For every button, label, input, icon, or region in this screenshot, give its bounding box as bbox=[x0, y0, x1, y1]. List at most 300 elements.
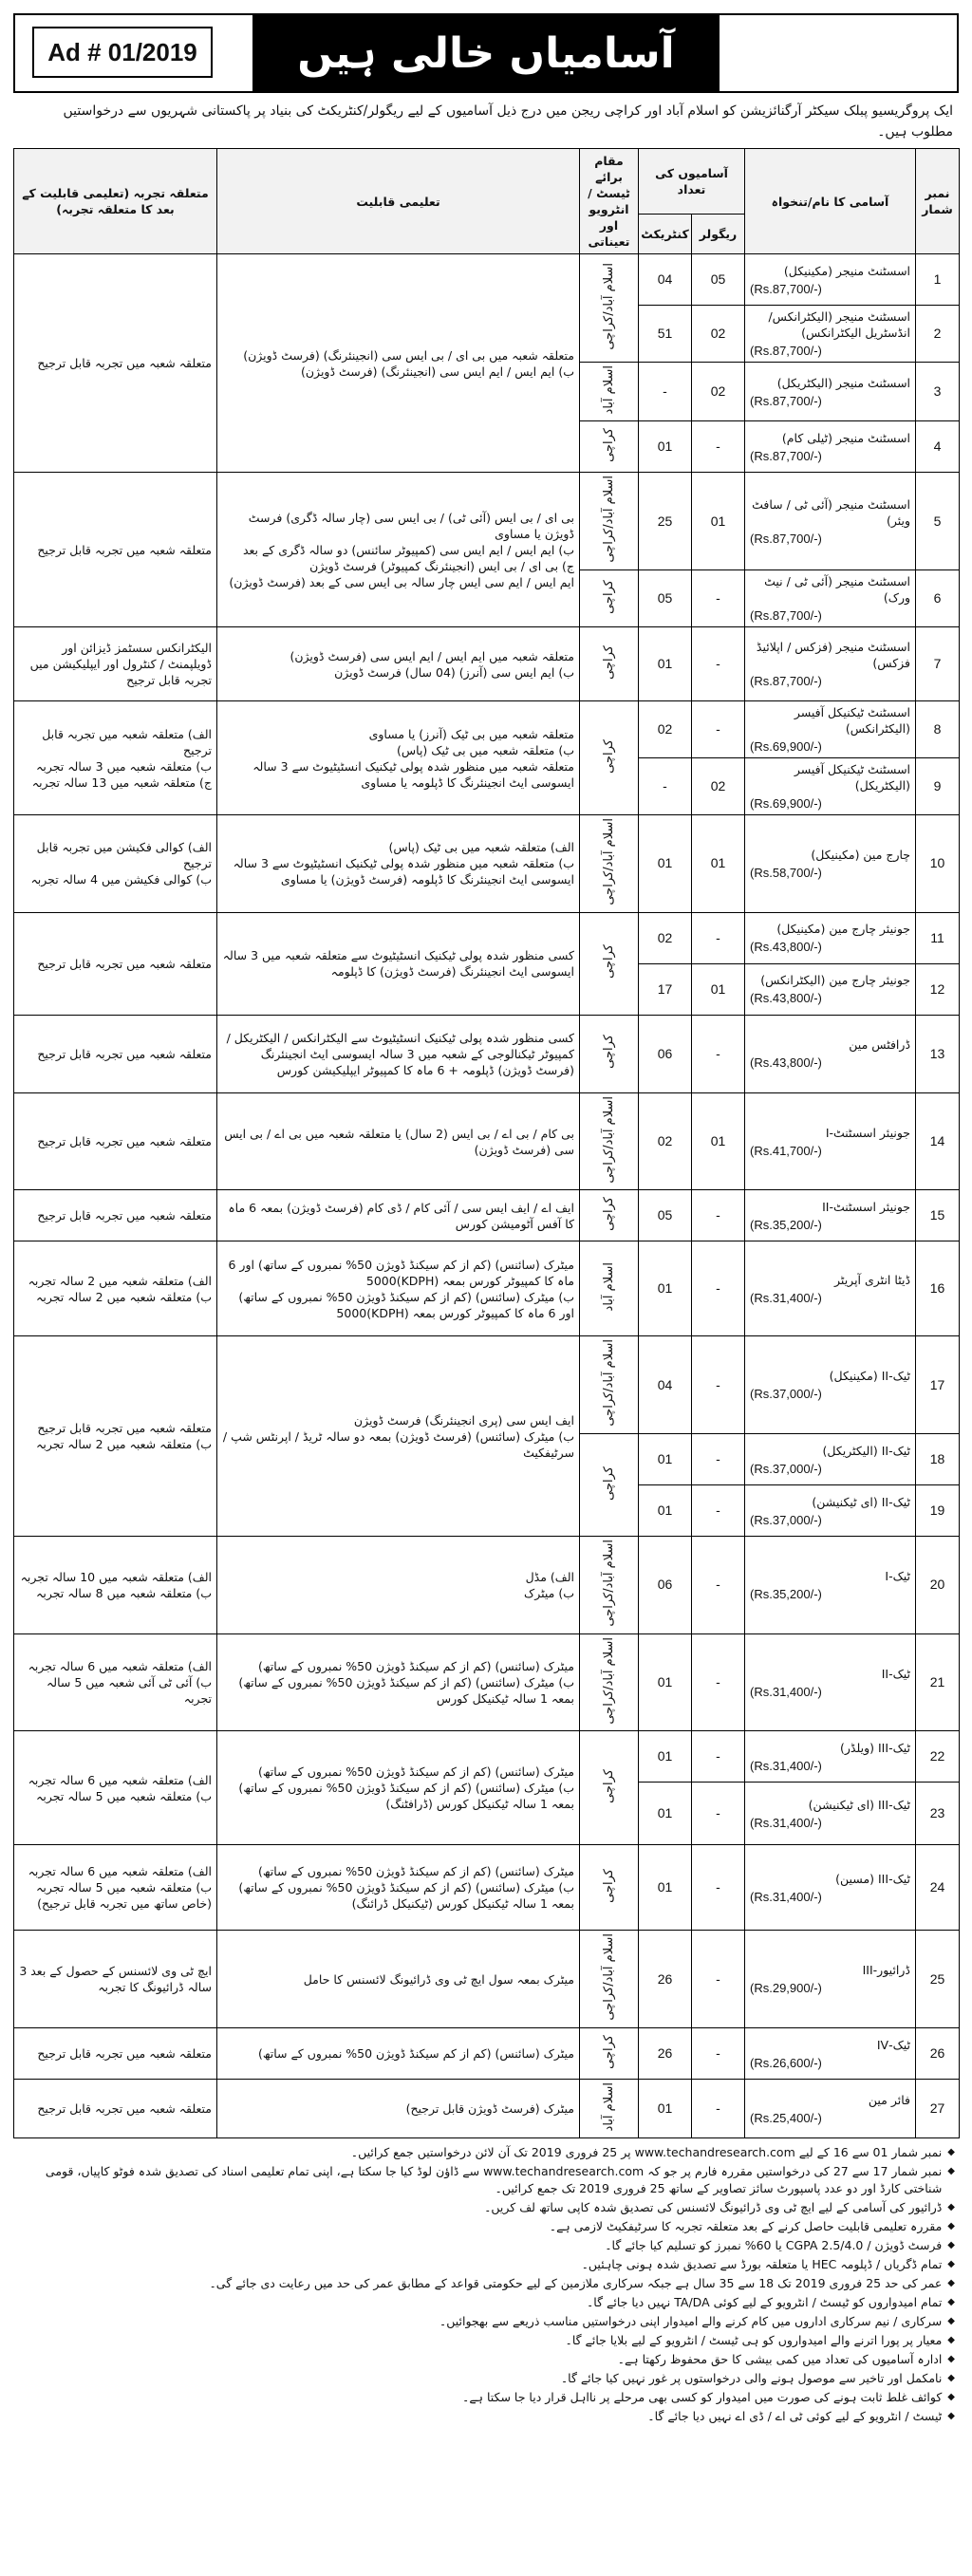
post-name: اسسٹنٹ منیجر (الیکٹرانکس/انڈسٹریل الیکٹرانکس) bbox=[768, 309, 911, 340]
post-name: ٹیک-I bbox=[885, 1568, 911, 1583]
contract-count-cell: 01 bbox=[639, 1485, 692, 1537]
contract-count-cell: 01 bbox=[639, 1241, 692, 1336]
qualification-line: ایف ایس سی (پری انجینئرنگ) فرسٹ ڈویژن bbox=[353, 1412, 574, 1428]
station-text: کراچی bbox=[602, 738, 616, 774]
serial-cell: 7 bbox=[916, 627, 960, 701]
serial-cell: 16 bbox=[916, 1241, 960, 1336]
post-cell bbox=[745, 1783, 916, 1845]
experience-cell bbox=[14, 701, 217, 815]
post-name: ڈرائیور-III bbox=[862, 1963, 911, 1978]
note-text: نمبر شمار 17 سے 27 کی درخواستیں مقررہ فارم پر جو کہ www.techandresearch.com سے ڈاؤن لوڈ کیا جا سکتا ہے، اپنی تمام تعلیمی اسناد کی تصدیق شدہ فوٹو کاپیاں، قومی شناختی کارڈ اور دو عدد پاسپورٹ سائز تصاویر کے ساتھ 25 فروری 2019 تک جمع کرائیں۔ bbox=[45, 2164, 943, 2196]
station-text: اسلام آباد/کراچی bbox=[602, 1540, 616, 1627]
qualification-cell bbox=[217, 1336, 580, 1537]
qualification-line: ب) میٹرک bbox=[524, 1585, 574, 1600]
post-name: ٹیک-III (ویلڈر) bbox=[840, 1740, 911, 1755]
bullet-icon: ◆ bbox=[947, 2147, 955, 2158]
post-cell bbox=[745, 570, 916, 627]
qualification-line: میٹرک (سائنس) (کم از کم سیکنڈ ڈویژن 50% نمبروں کے ساتھ) bbox=[257, 1864, 574, 1879]
qualification-line: بی ای / بی ایس (آئی ٹی) / بی ایس سی (چار سالہ ڈگری) فرسٹ ڈویژن یا مساوی bbox=[248, 510, 574, 541]
post-cell bbox=[745, 912, 916, 963]
experience-cell bbox=[14, 473, 217, 627]
note-item bbox=[17, 2144, 955, 2161]
experience-line: ج) متعلقہ شعبہ میں 13 سالہ تجربہ bbox=[31, 775, 212, 790]
post-name: اسسٹنٹ ٹیکنیکل آفیسر (الیکٹرانکس) bbox=[794, 705, 911, 737]
qualification-cell bbox=[217, 1015, 580, 1092]
post-cell bbox=[745, 473, 916, 570]
qualification-line: ایف اے / ایف ایس سی / آئی کام / ڈی کام (فرسٹ ڈویژن) بمعہ 6 ماہ کا آفس آٹومیشن کورس bbox=[228, 1200, 574, 1231]
contract-count-cell: 02 bbox=[639, 912, 692, 963]
note-text: تمام امیدواروں کو ٹیسٹ / انٹرویو کے لیے کوئی TA/DA نہیں دیا جائے گا۔ bbox=[586, 2295, 943, 2310]
regular-count-cell: - bbox=[692, 1336, 745, 1434]
bullet-icon: ◆ bbox=[947, 2221, 955, 2232]
station-cell bbox=[580, 2028, 639, 2080]
note-item bbox=[17, 2237, 955, 2254]
post-cell bbox=[745, 701, 916, 758]
bullet-icon: ◆ bbox=[947, 2354, 955, 2365]
station-cell bbox=[580, 2080, 639, 2138]
contract-count-cell: 01 bbox=[639, 421, 692, 473]
post-name: ٹیک-II bbox=[881, 1666, 911, 1681]
experience-cell bbox=[14, 815, 217, 913]
contract-count-cell: - bbox=[639, 363, 692, 421]
station-cell bbox=[580, 627, 639, 701]
note-text: سرکاری / نیم سرکاری اداروں میں کام کرنے والے امیدوار اپنی درخواستیں مناسب ذریعے سے بھجوائیں۔ bbox=[439, 2314, 943, 2329]
qualification-line: ج) بی ای / بی ایس (انجینئرنگ کمپیوٹر) فرسٹ ڈویژن bbox=[309, 558, 574, 573]
experience-line: الیکٹرانکس سسٹمز ڈیزائن اور ڈویلپمنٹ / کنٹرول اور ایپلیکیشن میں تجربہ قابل ترجیح bbox=[29, 641, 212, 688]
contract-count-cell: 02 bbox=[639, 701, 692, 758]
serial-cell: 15 bbox=[916, 1190, 960, 1241]
post-pay: (Rs.35,200/-) bbox=[750, 1217, 822, 1232]
table-row bbox=[14, 1633, 960, 1731]
qualification-line: ایم ایس / ایم سی ایس چار سالہ بی ایس سی کے بعد (فرسٹ ڈویژن) bbox=[229, 574, 574, 589]
note-text: ڈرائیور کی آسامی کے لیے ایچ ٹی وی ڈرائیونگ لائسنس کی تصدیق شدہ کاپی ساتھ لف کریں۔ bbox=[484, 2200, 943, 2215]
contract-count-cell: 26 bbox=[639, 1931, 692, 2028]
regular-count-cell: - bbox=[692, 1015, 745, 1092]
serial-cell: 26 bbox=[916, 2028, 960, 2080]
experience-line: متعلقہ شعبہ میں تجربہ قابل ترجیح bbox=[37, 1208, 212, 1223]
contract-count-cell: 01 bbox=[639, 2080, 692, 2138]
table-row bbox=[14, 2028, 960, 2080]
note-item bbox=[17, 2199, 955, 2216]
serial-cell: 25 bbox=[916, 1931, 960, 2028]
post-name: ٹیک-II (مکینیکل) bbox=[829, 1369, 911, 1384]
post-cell bbox=[745, 815, 916, 913]
station-cell bbox=[580, 1336, 639, 1434]
note-item bbox=[17, 2389, 955, 2406]
regular-count-cell: 01 bbox=[692, 473, 745, 570]
experience-line: متعلقہ شعبہ میں تجربہ قابل ترجیح bbox=[37, 542, 212, 557]
regular-count-cell: - bbox=[692, 1783, 745, 1845]
post-pay: (Rs.87,700/-) bbox=[750, 448, 822, 463]
experience-line: متعلقہ شعبہ میں تجربہ قابل ترجیح bbox=[37, 1134, 212, 1149]
qualification-cell bbox=[217, 701, 580, 815]
table-row bbox=[14, 1092, 960, 1190]
experience-cell bbox=[14, 912, 217, 1015]
experience-line: متعلقہ شعبہ میں تجربہ قابل ترجیح bbox=[37, 2046, 212, 2062]
post-name: اسسٹنٹ منیجر (الیکٹریکل) bbox=[776, 375, 911, 390]
post-pay: (Rs.31,400/-) bbox=[750, 1889, 822, 1904]
station-cell bbox=[580, 1434, 639, 1537]
post-pay: (Rs.41,700/-) bbox=[750, 1143, 822, 1158]
contract-count-cell: 01 bbox=[639, 815, 692, 913]
note-item bbox=[17, 2408, 955, 2425]
qualification-line: ب) میٹرک (سائنس) (فرسٹ ڈویژن) بمعہ دو سالہ ٹریڈ / اپرنٹس شپ / سرٹیفکیٹ bbox=[222, 1428, 574, 1460]
contract-count-cell: 25 bbox=[639, 473, 692, 570]
station-text: کراچی bbox=[602, 644, 616, 680]
station-text: اسلام آباد/کراچی bbox=[602, 1933, 616, 2022]
regular-count-cell: - bbox=[692, 1931, 745, 2028]
experience-cell bbox=[14, 1537, 217, 1634]
experience-line: (خاص ساتھ میں تجربہ قابل ترجیح) bbox=[37, 1896, 212, 1912]
qualification-line: الف) متعلقہ شعبہ میں بی ٹیک (پاس) bbox=[388, 840, 574, 855]
regular-count-cell: 02 bbox=[692, 363, 745, 421]
serial-cell: 10 bbox=[916, 815, 960, 913]
post-cell bbox=[745, 1336, 916, 1434]
note-item bbox=[17, 2218, 955, 2235]
serial-cell: 18 bbox=[916, 1434, 960, 1485]
qualification-line: ب) ایم ایس / ایم ایس سی (کمپیوٹر سائنس) دو سالہ ڈگری کے بعد bbox=[242, 542, 574, 557]
post-pay: (Rs.58,700/-) bbox=[750, 865, 822, 880]
station-text: کراچی bbox=[602, 428, 616, 462]
bullet-icon: ◆ bbox=[947, 2297, 955, 2308]
station-text: اسلام آباد/کراچی bbox=[602, 476, 616, 564]
intro-paragraph: ایک پروگریسیو پبلک سیکٹر آرگنائزیشن کو اسلام آباد اور کراچی ریجن میں درج ذیل آسامیوں کے لیے ریگولر/کنٹریکٹ کی بنیاد پر پاکستانی شہریوں سے درخواستیں مطلوب ہیں۔ bbox=[63, 103, 953, 140]
bullet-icon: ◆ bbox=[947, 2240, 955, 2251]
post-cell bbox=[745, 1537, 916, 1634]
post-cell bbox=[745, 1092, 916, 1190]
experience-line: الف) متعلقہ شعبہ میں 6 سالہ تجربہ bbox=[28, 1772, 212, 1787]
station-text: کراچی bbox=[602, 2034, 616, 2069]
qualification-line: کسی منظور شدہ پولی ٹیکنیک انسٹیٹیوٹ سے الیکٹرانکس / الیکٹریکل / کمپیوٹر ٹیکنالوجی کے شعبہ میں 3 سالہ ایسوسی ایٹ انجینئرنگ (فرسٹ ڈویژن) ڈپلومہ + 6 ماہ کا کمپیوٹر ایپلیکیشن کورس bbox=[226, 1030, 574, 1077]
serial-cell: 3 bbox=[916, 363, 960, 421]
contract-count-cell: 17 bbox=[639, 963, 692, 1015]
contract-count-cell: 06 bbox=[639, 1015, 692, 1092]
station-cell bbox=[580, 473, 639, 570]
qualification-line: متعلقہ شعبہ میں بی ٹیک (آنرز) یا مساوی bbox=[368, 726, 574, 741]
regular-count-cell: 01 bbox=[692, 815, 745, 913]
experience-line: الف) کوالی فکیشن میں تجربہ قابل ترجیح bbox=[36, 840, 212, 871]
ad-number-box: Ad # 01/2019 bbox=[32, 27, 213, 78]
experience-cell bbox=[14, 1092, 217, 1190]
station-cell bbox=[580, 815, 639, 913]
serial-cell: 22 bbox=[916, 1731, 960, 1783]
header-station: مقام برائے ٹیسٹ / انٹرویو اور تعیناتی bbox=[580, 149, 639, 254]
station-cell bbox=[580, 912, 639, 1015]
post-cell bbox=[745, 758, 916, 815]
experience-line: الف) متعلقہ شعبہ میں 6 سالہ تجربہ bbox=[28, 1659, 212, 1674]
qualification-line: ب) متعلقہ شعبہ میں منظور شدہ پولی ٹیکنیک انسٹیٹیوٹ سے 3 سالہ ایسوسی ایٹ انجینئرنگ کا ڈپلومہ (فرسٹ ڈویژن) یا مساوی bbox=[233, 856, 574, 887]
qualification-cell bbox=[217, 912, 580, 1015]
contract-count-cell: 04 bbox=[639, 254, 692, 306]
station-cell bbox=[580, 1633, 639, 1731]
regular-count-cell: - bbox=[692, 1845, 745, 1931]
serial-cell: 9 bbox=[916, 758, 960, 815]
contract-count-cell: 26 bbox=[639, 2028, 692, 2080]
serial-cell: 11 bbox=[916, 912, 960, 963]
post-cell bbox=[745, 2028, 916, 2080]
post-pay: (Rs.43,800/-) bbox=[750, 940, 822, 955]
serial-cell: 14 bbox=[916, 1092, 960, 1190]
qualification-line: الف) مڈل bbox=[525, 1569, 574, 1584]
table-row bbox=[14, 1190, 960, 1241]
experience-line: متعلقہ شعبہ میں تجربہ قابل ترجیح bbox=[37, 956, 212, 971]
contract-count-cell: - bbox=[639, 758, 692, 815]
experience-cell bbox=[14, 627, 217, 701]
qualification-line: میٹرک (سائنس) (کم از کم سیکنڈ ڈویژن 50% نمبروں کے ساتھ) bbox=[257, 1764, 574, 1780]
post-pay: (Rs.43,800/-) bbox=[750, 991, 822, 1006]
table-row bbox=[14, 912, 960, 963]
post-pay: (Rs.37,000/-) bbox=[750, 1512, 822, 1527]
regular-count-cell: - bbox=[692, 570, 745, 627]
table-row bbox=[14, 701, 960, 758]
note-item bbox=[17, 2313, 955, 2330]
station-cell bbox=[580, 254, 639, 363]
post-pay: (Rs.25,400/-) bbox=[750, 2110, 822, 2125]
station-text: اسلام آباد/کراچی bbox=[602, 1636, 616, 1725]
post-name: ڈیٹا انٹری آپریٹر bbox=[834, 1272, 911, 1287]
post-pay: (Rs.31,400/-) bbox=[750, 1684, 822, 1699]
experience-cell bbox=[14, 1190, 217, 1241]
serial-cell: 24 bbox=[916, 1845, 960, 1931]
qualification-cell bbox=[217, 473, 580, 627]
station-text: اسلام آباد/کراچی bbox=[602, 818, 616, 905]
experience-line: ب) متعلقہ شعبہ میں 5 سالہ تجربہ bbox=[36, 1880, 212, 1895]
table-row bbox=[14, 1845, 960, 1931]
table-row bbox=[14, 1336, 960, 1434]
note-item bbox=[17, 2351, 955, 2368]
post-pay: (Rs.87,700/-) bbox=[750, 608, 822, 624]
bullet-icon: ◆ bbox=[947, 2373, 955, 2384]
station-cell bbox=[580, 1537, 639, 1634]
qualification-line: ب) میٹرک (سائنس) (کم از کم سیکنڈ ڈویژن 50% نمبروں کے ساتھ) اور 6 ماہ کا کمپیوٹر کورس بمعہ (KDPH)5000 bbox=[238, 1289, 574, 1320]
contract-count-cell: 01 bbox=[639, 627, 692, 701]
experience-line: متعلقہ شعبہ میں تجربہ قابل ترجیح bbox=[37, 2101, 212, 2117]
vacancy-table bbox=[13, 148, 960, 2138]
regular-count-cell: - bbox=[692, 1485, 745, 1537]
experience-line: ب) متعلقہ شعبہ میں 2 سالہ تجربہ bbox=[36, 1437, 212, 1452]
experience-cell bbox=[14, 1731, 217, 1845]
post-name: فائر مین bbox=[868, 2092, 911, 2107]
contract-count-cell: 05 bbox=[639, 1190, 692, 1241]
regular-count-cell: - bbox=[692, 2028, 745, 2080]
regular-count-cell: - bbox=[692, 1434, 745, 1485]
post-cell bbox=[745, 2080, 916, 2138]
header-qualification: تعلیمی قابلیت bbox=[217, 149, 580, 254]
station-text: کراچی bbox=[602, 1196, 616, 1231]
post-name: چارج مین (مکینیکل) bbox=[811, 847, 911, 862]
note-item bbox=[17, 2332, 955, 2349]
post-pay: (Rs.87,700/-) bbox=[750, 393, 822, 408]
post-name: ٹیک-III (ای ٹیکنیشن) bbox=[808, 1797, 911, 1812]
station-text: کراچی bbox=[602, 1768, 616, 1803]
qualification-cell bbox=[217, 1731, 580, 1845]
qualification-cell bbox=[217, 2080, 580, 2138]
note-text: معیار پر پورا اترنے والے امیدواروں کو ہی ٹیسٹ / انٹرویو کے لیے بلایا جائے گا۔ bbox=[565, 2333, 943, 2348]
post-cell bbox=[745, 306, 916, 363]
station-cell bbox=[580, 363, 639, 421]
table-row bbox=[14, 473, 960, 570]
advertisement-page bbox=[13, 13, 959, 2563]
experience-line: ب) متعلقہ شعبہ میں 8 سالہ تجربہ bbox=[36, 1585, 212, 1600]
post-name: جونیئر اسسٹنٹ-II bbox=[822, 1199, 911, 1214]
post-pay: (Rs.26,600/-) bbox=[750, 2055, 822, 2070]
qualification-cell bbox=[217, 627, 580, 701]
regular-count-cell: 02 bbox=[692, 306, 745, 363]
table-row bbox=[14, 627, 960, 701]
note-text: ٹیسٹ / انٹرویو کے لیے کوئی ٹی اے / ڈی اے نہیں دیا جائے گا۔ bbox=[647, 2409, 943, 2424]
station-text: اسلام آباد/کراچی bbox=[602, 1095, 616, 1184]
experience-cell bbox=[14, 1241, 217, 1336]
bullet-icon: ◆ bbox=[947, 2202, 955, 2213]
header-contract: کنٹریکٹ bbox=[639, 215, 692, 254]
experience-line: الف) متعلقہ شعبہ میں 10 سالہ تجربہ bbox=[20, 1569, 212, 1584]
post-cell bbox=[745, 627, 916, 701]
table-header-row bbox=[14, 149, 960, 215]
qualification-line: ب) میٹرک (سائنس) (کم از کم سیکنڈ ڈویژن 50% نمبروں کے ساتھ) بمعہ 1 سالہ ٹیکنیکل کورس (ڈرافٹنگ) bbox=[238, 1781, 574, 1812]
experience-cell bbox=[14, 1633, 217, 1731]
qualification-cell bbox=[217, 2028, 580, 2080]
regular-count-cell: 01 bbox=[692, 963, 745, 1015]
post-pay: (Rs.29,900/-) bbox=[750, 1981, 822, 1996]
experience-line: متعلقہ شعبہ میں تجربہ قابل ترجیح bbox=[37, 356, 212, 371]
serial-cell: 23 bbox=[916, 1783, 960, 1845]
ad-header bbox=[13, 13, 959, 93]
contract-count-cell: 01 bbox=[639, 1783, 692, 1845]
experience-line: ب) متعلقہ شعبہ میں 3 سالہ تجربہ bbox=[36, 758, 212, 774]
table-row bbox=[14, 2080, 960, 2138]
header-experience: متعلقہ تجربہ (تعلیمی قابلیت کے بعد کا متعلقہ تجربہ) bbox=[14, 149, 217, 254]
note-text: کوائف غلط ثابت ہونے کی صورت میں امیدوار کو کسی بھی مرحلے پر نااہل قرار دیا جا سکتا ہے۔ bbox=[462, 2390, 943, 2405]
note-item bbox=[17, 2275, 955, 2292]
post-cell bbox=[745, 1931, 916, 2028]
post-pay: (Rs.31,400/-) bbox=[750, 1758, 822, 1773]
experience-line: الف) متعلقہ شعبہ میں تجربہ قابل ترجیح bbox=[42, 726, 212, 757]
qualification-line: ب) ایم ایس / ایم ایس سی (انجینئرنگ) (فرسٹ ڈویژن) bbox=[300, 364, 574, 379]
station-cell bbox=[580, 1931, 639, 2028]
note-text: نامکمل اور تاخیر سے موصول ہونے والی درخواستوں پر غور نہیں کیا جائے گا۔ bbox=[560, 2371, 943, 2386]
experience-line: متعلقہ شعبہ میں تجربہ قابل ترجیح bbox=[37, 1046, 212, 1061]
post-cell bbox=[745, 1731, 916, 1783]
post-name: اسسٹنٹ منیجر (ٹیلی کام) bbox=[781, 430, 911, 445]
post-pay: (Rs.37,000/-) bbox=[750, 1461, 822, 1476]
serial-cell: 5 bbox=[916, 473, 960, 570]
regular-count-cell: - bbox=[692, 1633, 745, 1731]
bullet-icon: ◆ bbox=[947, 2278, 955, 2289]
post-cell bbox=[745, 1633, 916, 1731]
station-cell bbox=[580, 1241, 639, 1336]
station-cell bbox=[580, 1190, 639, 1241]
post-cell bbox=[745, 1434, 916, 1485]
serial-cell: 27 bbox=[916, 2080, 960, 2138]
station-text: اسلام آباد/کراچی bbox=[602, 1339, 616, 1428]
note-text: عمر کی حد 25 فروری 2019 تک 18 سے 35 سال ہے جبکہ سرکاری ملازمین کے لیے حکومتی قواعد کے مطابق عمر کی حد میں رعایت دی جائے گی۔ bbox=[209, 2276, 943, 2291]
bullet-icon: ◆ bbox=[947, 2316, 955, 2327]
qualification-line: متعلقہ شعبہ میں منظور شدہ پولی ٹیکنیک انسٹیٹیوٹ سے 3 سالہ ایسوسی ایٹ انجینئرنگ کا ڈپلومہ یا مساوی bbox=[252, 758, 574, 790]
post-name: اسسٹنٹ منیجر (آئی ٹی / سافٹ ویئر) bbox=[752, 496, 911, 528]
qualification-cell bbox=[217, 1845, 580, 1931]
qualification-line: میٹرک (سائنس) (کم از کم سیکنڈ ڈویژن 50% نمبروں کے ساتھ) bbox=[257, 1659, 574, 1674]
table-row bbox=[14, 1537, 960, 1634]
experience-line: ایچ ٹی وی لائسنس کے حصول کے بعد 3 سالہ ڈرائیونگ کا تجربہ bbox=[19, 1964, 212, 1995]
note-text: نمبر شمار 01 سے 16 کے لیے www.techandresearch.com پر 25 فروری 2019 تک آن لائن درخواستیں جمع کرائیں۔ bbox=[350, 2145, 943, 2160]
table-row bbox=[14, 1015, 960, 1092]
station-cell bbox=[580, 421, 639, 473]
experience-cell bbox=[14, 1845, 217, 1931]
experience-line: ب) آئی ٹی آئی شعبہ میں 5 سالہ تجربہ bbox=[46, 1675, 212, 1707]
note-item bbox=[17, 2256, 955, 2273]
contract-count-cell: 02 bbox=[639, 1092, 692, 1190]
contract-count-cell: 51 bbox=[639, 306, 692, 363]
station-cell bbox=[580, 1015, 639, 1092]
ad-title-banner: آسامیاں خالی ہیں bbox=[252, 15, 720, 91]
experience-cell bbox=[14, 2028, 217, 2080]
header-regular: ریگولر bbox=[692, 215, 745, 254]
serial-cell: 2 bbox=[916, 306, 960, 363]
post-name: ٹیک-II (الیکٹریکل) bbox=[822, 1443, 911, 1458]
contract-count-cell: 05 bbox=[639, 570, 692, 627]
qualification-line: میٹرک (سائنس) (کم از کم سیکنڈ ڈویژن 50% نمبروں کے ساتھ) اور 6 ماہ کا کمپیوٹر کورس بمعہ (KDPH)5000 bbox=[228, 1257, 574, 1288]
post-cell bbox=[745, 363, 916, 421]
experience-line: الف) متعلقہ شعبہ میں 2 سالہ تجربہ bbox=[28, 1273, 212, 1288]
experience-cell bbox=[14, 2080, 217, 2138]
qualification-cell bbox=[217, 254, 580, 473]
station-text: کراچی bbox=[602, 579, 616, 614]
table-row bbox=[14, 815, 960, 913]
contract-count-cell: 01 bbox=[639, 1731, 692, 1783]
regular-count-cell: 02 bbox=[692, 758, 745, 815]
qualification-cell bbox=[217, 1241, 580, 1336]
regular-count-cell: 01 bbox=[692, 1092, 745, 1190]
serial-cell: 1 bbox=[916, 254, 960, 306]
bullet-icon: ◆ bbox=[947, 2335, 955, 2346]
qualification-cell bbox=[217, 815, 580, 913]
qualification-line: ب) متعلقہ شعبہ میں بی ٹیک (پاس) bbox=[397, 742, 574, 757]
regular-count-cell: - bbox=[692, 421, 745, 473]
table-row bbox=[14, 1931, 960, 2028]
note-text: ادارہ آسامیوں کی تعداد میں کمی بیشی کا حق محفوظ رکھتا ہے۔ bbox=[617, 2352, 943, 2367]
qualification-cell bbox=[217, 1190, 580, 1241]
qualification-line: بی کام / بی اے / بی ایس (2 سال) یا متعلقہ شعبہ میں بی اے / بی ایس سی (فرسٹ ڈویژن) bbox=[224, 1126, 574, 1157]
qualification-cell bbox=[217, 1931, 580, 2028]
qualification-cell bbox=[217, 1092, 580, 1190]
station-cell bbox=[580, 701, 639, 815]
note-text: فرسٹ ڈویژن / CGPA 2.5/4.0 یا 60% نمبرز کو تسلیم کیا جائے گا۔ bbox=[605, 2238, 943, 2253]
post-pay: (Rs.31,400/-) bbox=[750, 1815, 822, 1830]
header-post: آسامی کا نام/تنخواہ bbox=[745, 149, 916, 254]
qualification-line: میٹرک (فرسٹ ڈویژن قابل ترجیح) bbox=[405, 2101, 574, 2117]
experience-line: متعلقہ شعبہ میں تجربہ قابل ترجیح bbox=[37, 1421, 212, 1436]
post-pay: (Rs.35,200/-) bbox=[750, 1586, 822, 1601]
qualification-line: ب) میٹرک (سائنس) (کم از کم سیکنڈ ڈویژن 50% نمبروں کے ساتھ) بمعہ 1 سالہ ٹیکنیکل کورس bbox=[238, 1675, 574, 1707]
experience-cell bbox=[14, 254, 217, 473]
contract-count-cell: 04 bbox=[639, 1336, 692, 1434]
experience-cell bbox=[14, 1931, 217, 2028]
qualification-cell bbox=[217, 1537, 580, 1634]
qualification-line: میٹرک (سائنس) (کم از کم سیکنڈ ڈویژن 50% نمبروں کے ساتھ) bbox=[257, 2046, 574, 2062]
station-text: اسلام آباد/کراچی bbox=[602, 262, 616, 350]
post-cell bbox=[745, 1190, 916, 1241]
qualification-line: متعلقہ شعبہ میں ایم ایس / ایم ایس سی (فرسٹ ڈویژن) bbox=[290, 648, 574, 663]
regular-count-cell: - bbox=[692, 1190, 745, 1241]
post-pay: (Rs.87,700/-) bbox=[750, 531, 822, 546]
regular-count-cell: - bbox=[692, 1537, 745, 1634]
post-pay: (Rs.87,700/-) bbox=[750, 344, 822, 358]
contract-count-cell: 06 bbox=[639, 1537, 692, 1634]
regular-count-cell: - bbox=[692, 701, 745, 758]
serial-cell: 13 bbox=[916, 1015, 960, 1092]
post-name: ٹیک-III (مسین) bbox=[835, 1871, 911, 1886]
table-row bbox=[14, 254, 960, 306]
